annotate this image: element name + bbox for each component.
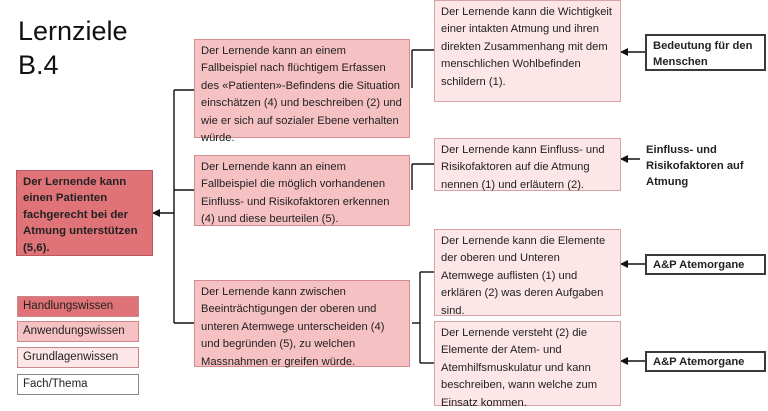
topic-box-4: A&P Atemorgane bbox=[645, 351, 766, 372]
topic-box-1: Bedeutung für den Menschen bbox=[645, 34, 766, 71]
mid-goal-box-1: Der Lernende kann an einem Fallbeispiel nach flüchtigem Erfassen des «Patienten»-Befindens die Situation einschätzen (4) und beschreiben (2) und wie er sich auf sozialer Ebene verhalten würde. bbox=[194, 39, 410, 138]
basic-goal-box-3: Der Lernende kann die Elemente der oberen und Unteren Atemwege auflisten (1) und erklären (2) was deren Aufgaben sind. bbox=[434, 229, 621, 316]
legend-grundlagenwissen: Grundlagenwissen bbox=[17, 347, 139, 368]
topic-box-3: A&P Atemorgane bbox=[645, 254, 766, 275]
mid-goal-box-2: Der Lernende kann an einem Fallbeispiel die möglich vorhandenen Einfluss- und Risikofaktoren erkennen (4) und diese beurteilen (5). bbox=[194, 155, 410, 226]
topic-box-2: Einfluss- und Risikofaktoren auf Atmung bbox=[640, 140, 766, 192]
legend-fach-thema: Fach/Thema bbox=[17, 374, 139, 395]
legend-anwendungswissen: Anwendungswissen bbox=[17, 321, 139, 342]
main-goal-box: Der Lernende kann einen Patienten fachgerecht bei der Atmung unterstützen (5,6). bbox=[16, 170, 153, 256]
basic-goal-box-4: Der Lernende versteht (2) die Elemente der Atem- und Atemhilfsmuskulatur und kann beschreiben, wann welche zum Einsatz kommen. bbox=[434, 321, 621, 406]
basic-goal-box-1: Der Lernende kann die Wichtigkeit einer intakten Atmung und ihren direkten Zusammenhang mit dem menschlichen Wohlbefinden schildern (1). bbox=[434, 0, 621, 102]
page-title: Lernziele B.4 bbox=[18, 16, 128, 80]
legend-handlungswissen: Handlungswissen bbox=[17, 296, 139, 317]
basic-goal-box-2: Der Lernende kann Einfluss- und Risikofaktoren auf die Atmung nennen (1) und erläutern (2). bbox=[434, 138, 621, 191]
mid-goal-box-3: Der Lernende kann zwischen Beeinträchtigungen der oberen und unteren Atemwege unterscheiden (4) und begründen (5), zu welchen Massnahmen er greifen würde. bbox=[194, 280, 410, 367]
